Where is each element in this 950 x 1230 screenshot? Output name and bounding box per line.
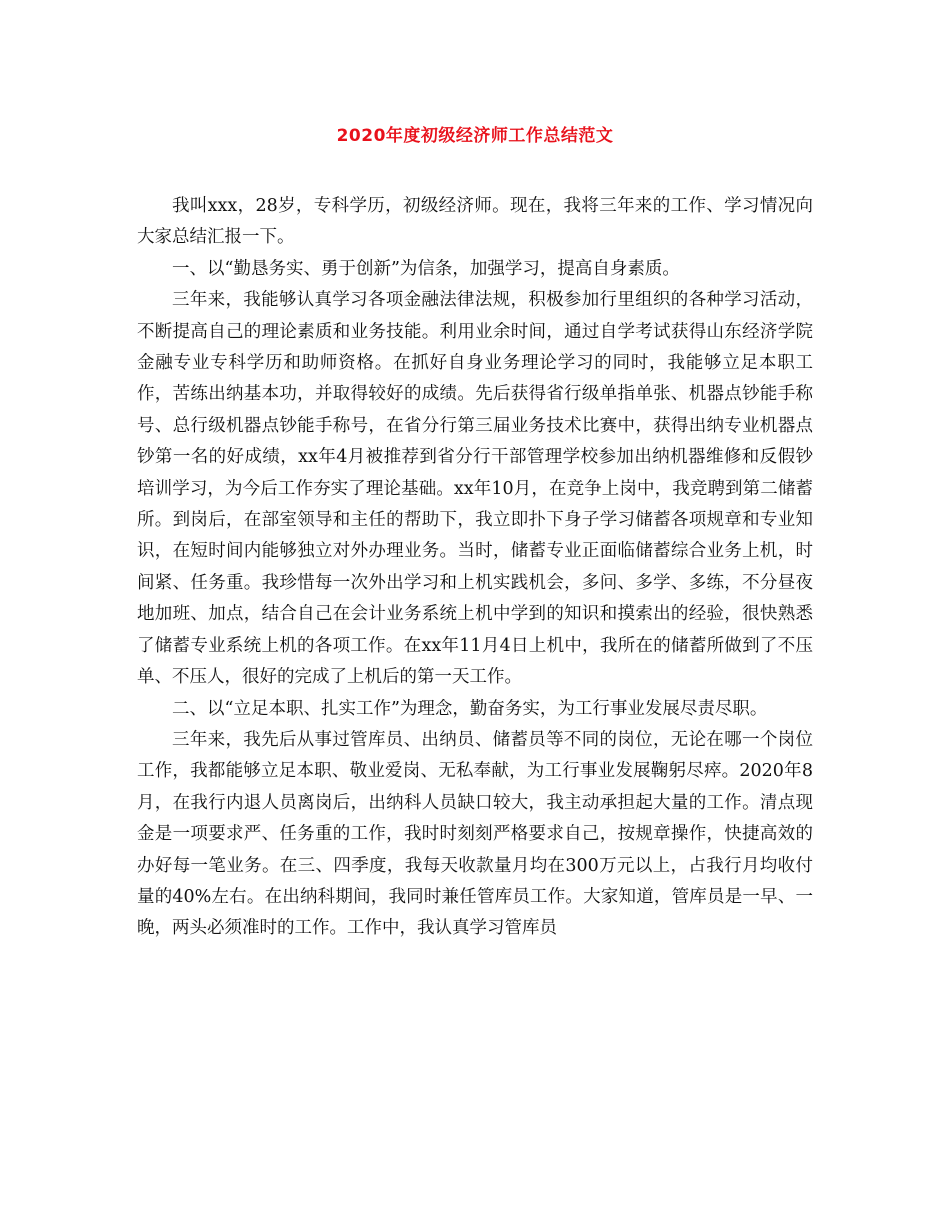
paragraph-intro: 我叫xxx，28岁，专科学历，初级经济师。现在，我将三年来的工作、学习情况向大家总结汇报一下。 (137, 196, 813, 248)
paragraph-study: 三年来，我能够认真学习各项金融法律法规，积极参加行里组织的各种学习活动，不断提高自己的理论素质和业务技能。利用业余时间，通过自学考试获得山东经济学院金融专业专科学历和助师资格。在抓好自身业务理论学习的同时，我能够立足本职工作，苦练出纳基本功，并取得较好的成绩。先后获得省行级单指单张、机器点钞能手称号、总行级机器点钞能手称号，在省分行第三届业务技术比赛中，获得出纳专业机器点钞第一名的好成绩，xx年4月被推荐到省分行干部管理学校参加出纳机器维修和反假钞培训学习，为今后工作夯实了理论基础。xx年10月，在竞争上岗中，我竞聘到第二储蓄所。到岗后，在部室领导和主任的帮助下，我立即扑下身子学习储蓄各项规章和专业知识，在短时间内能够独立对外办理业务。当时，储蓄专业正面临储蓄综合业务上机，时间紧、任务重。我珍惜每一次外出学习和上机实践机会，多问、多学、多练，不分昼夜地加班、加点，结合自己在会计业务系统上机中学到的知识和摸索出的经验，很快熟悉了储蓄专业系统上机的各项工作。在xx年11月4日上机中，我所在的储蓄所做到了不压单、不压人，很好的完成了上机后的第一天工作。 (137, 290, 813, 688)
section-heading-2: 二、以“立足本职、扎实工作”为理念，勤奋务实，为工行事业发展尽责尽职。 (172, 698, 768, 719)
section-heading-1: 一、以“勤恳务实、勇于创新”为信条，加强学习，提高自身素质。 (172, 258, 680, 279)
paragraph-work: 三年来，我先后从事过管库员、出纳员、储蓄员等不同的岗位，无论在哪一个岗位工作，我都能够立足本职、敬业爱岗、无私奉献，为工行事业发展鞠躬尽瘁。2020年8月，在我行内退人员离岗后，出纳科人员缺口较大，我主动承担起大量的工作。清点现金是一项要求严、任务重的工作，我时时刻刻严格要求自己，按规章操作，快捷高效的办好每一笔业务。在三、四季度，我每天收款量月均在300万元以上，占我行月均收付量的40%左右。在出纳科期间，我同时兼任管库员工作。大家知道，管库员是一早、一晚，两头必须准时的工作。工作中，我认真学习管库员 (137, 729, 813, 939)
document-title: 2020年度初级经济师工作总结范文 (336, 126, 614, 146)
document-body (137, 191, 813, 945)
